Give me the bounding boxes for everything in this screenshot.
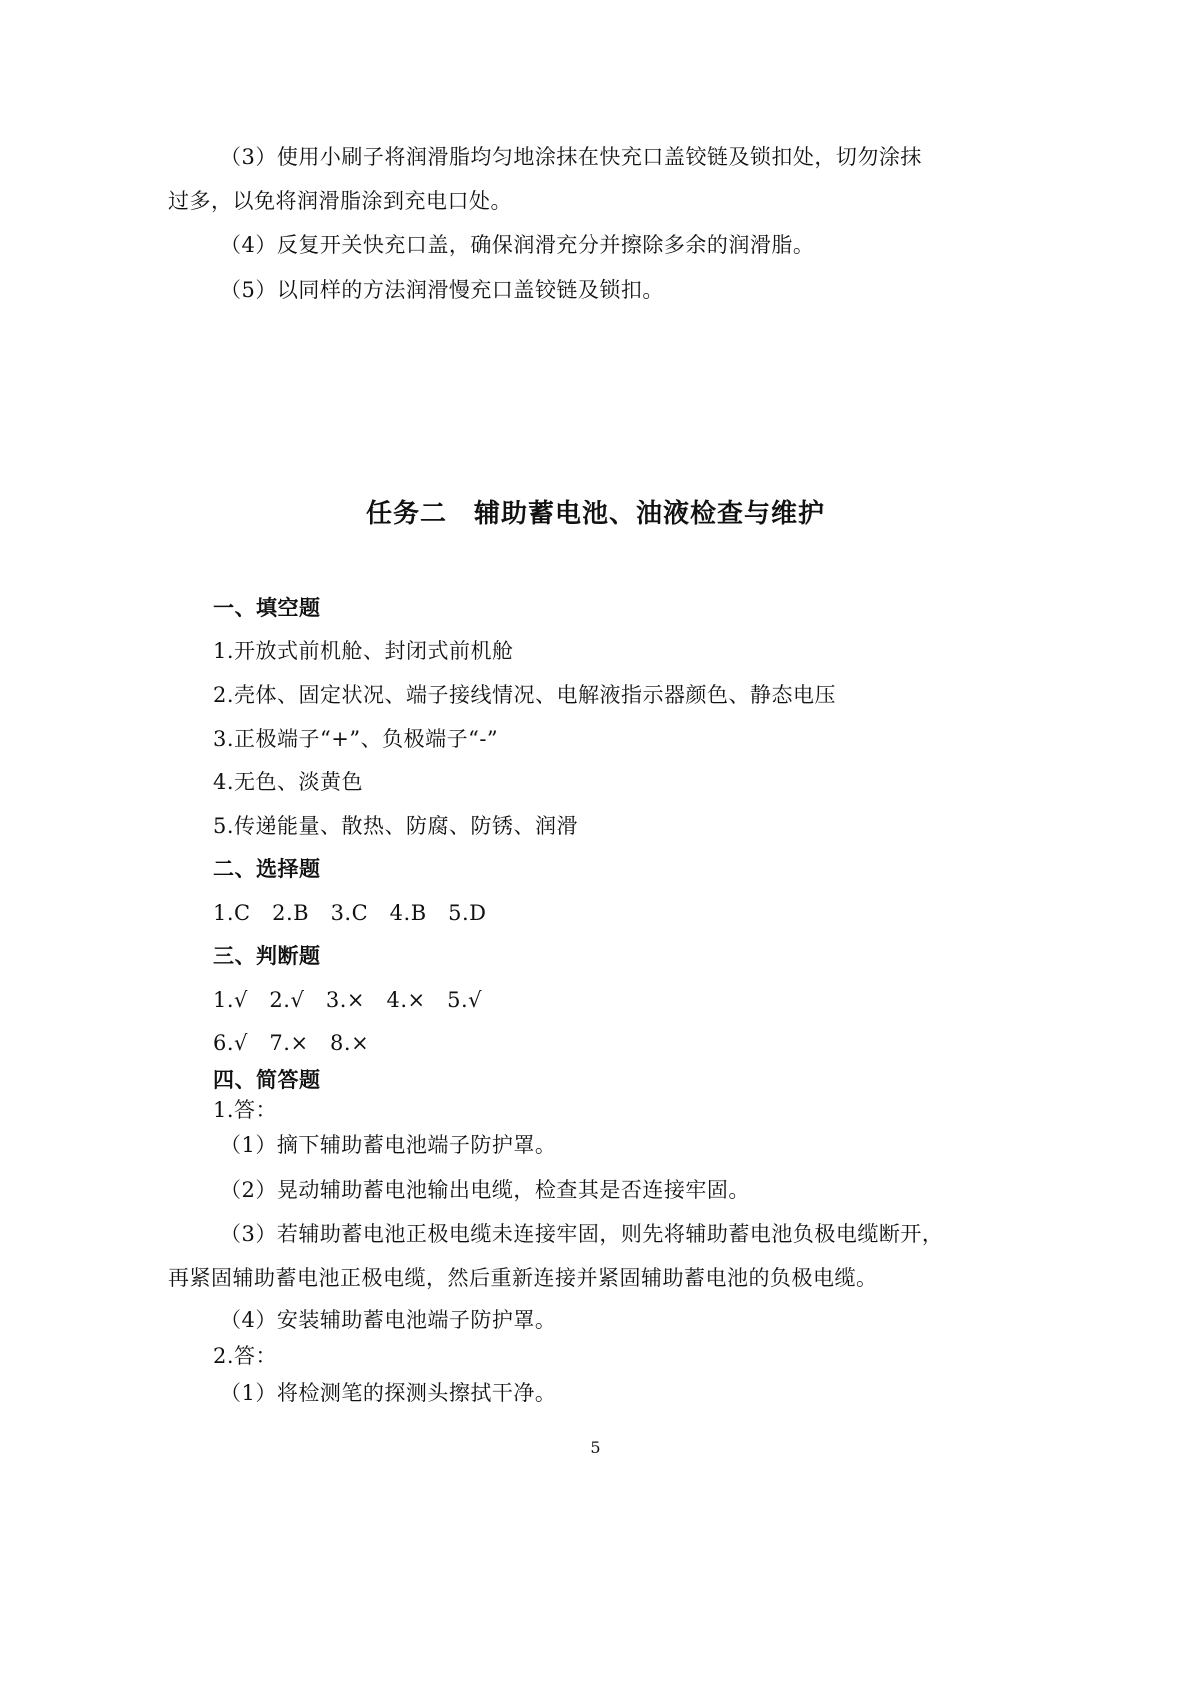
- section-heading-judge: 三、判断题: [213, 944, 321, 968]
- choice-answers: 1.C 2.B 3.C 4.B 5.D: [213, 901, 487, 925]
- paragraph-step-5: （5）以同样的方法润滑慢充口盖铰链及锁扣。: [220, 278, 664, 302]
- judge-answers-row-1: 1.√ 2.√ 3.× 4.× 5.√: [213, 988, 483, 1012]
- answer-step: （2）晃动辅助蓄电池输出电缆，检查其是否连接牢固。: [220, 1178, 750, 1202]
- answer-item: 3.正极端子“+”、负极端子“-”: [213, 727, 499, 751]
- answer-item: 2.壳体、固定状况、端子接线情况、电解液指示器颜色、静态电压: [213, 683, 837, 707]
- section-heading-short-answer: 四、简答题: [213, 1068, 321, 1092]
- answer-step-line-1: （3）若辅助蓄电池正极电缆未连接牢固，则先将辅助蓄电池负极电缆断开，: [220, 1222, 944, 1246]
- answer-step: （1）将检测笔的探测头擦拭干净。: [220, 1381, 557, 1405]
- answer-item: 1.开放式前机舱、封闭式前机舱: [213, 639, 514, 663]
- answer-label-q1: 1.答：: [213, 1098, 278, 1122]
- answer-step-line-2: 再紧固辅助蓄电池正极电缆，然后重新连接并紧固辅助蓄电池的负极电缆。: [168, 1266, 878, 1290]
- section-heading-fill-blank: 一、填空题: [213, 596, 321, 620]
- section-heading-choice: 二、选择题: [213, 857, 321, 881]
- answer-label-q2: 2.答：: [213, 1344, 278, 1368]
- answer-item: 5.传递能量、散热、防腐、防锈、润滑: [213, 814, 579, 838]
- answer-step: （1）摘下辅助蓄电池端子防护罩。: [220, 1133, 557, 1157]
- task-title: 任务二 辅助蓄电池、油液检查与维护: [365, 499, 825, 529]
- answer-item: 4.无色、淡黄色: [213, 770, 364, 794]
- paragraph-step-4: （4）反复开关快充口盖，确保润滑充分并擦除多余的润滑脂。: [220, 233, 815, 257]
- paragraph-step-3-line-1: （3）使用小刷子将润滑脂均匀地涂抹在快充口盖铰链及锁扣处，切勿涂抹: [220, 145, 922, 169]
- page-number: 5: [590, 1438, 601, 1457]
- judge-answers-row-2: 6.√ 7.× 8.×: [213, 1031, 370, 1055]
- answer-step: （4）安装辅助蓄电池端子防护罩。: [220, 1308, 557, 1332]
- paragraph-step-3-line-2: 过多，以免将润滑脂涂到充电口处。: [168, 189, 512, 213]
